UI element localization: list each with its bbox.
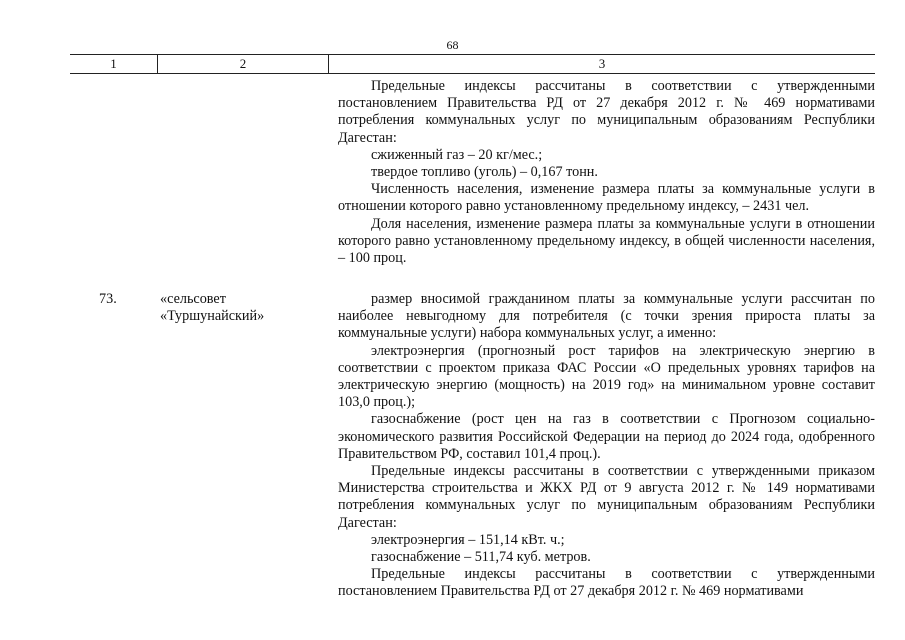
municipality-name [160,291,290,325]
paragraph: Предельные индексы рассчитаны в соответствии с утвержденными постановлением Правительства РД от 27 декабря 2012 г. № 469 нормативами потребления коммунальных услуг по муниципальным образованиям Республики Дагестан: [338,78,875,146]
column-header-3: 3 [598,56,606,71]
paragraph: сжиженный газ – 20 кг/мес.; [371,146,543,163]
column-header-1: 1 [110,56,117,71]
municipality-name-text: «сельсовет «Туршунайский» [160,291,265,324]
paragraph: Доля населения, изменение размера платы за коммунальные услуги в отношении которого равно установленному предельному индексу, в общей численности населения, – 100 проц. [338,215,875,267]
paragraph: твердое топливо (уголь) – 0,167 тонн. [371,164,598,181]
paragraph: размер вносимой гражданином платы за коммунальные услуги рассчитан по наиболее невыгодному для потребителя (с точки зрения прироста платы за коммунальные услуги) набора коммунальных услуг, а именно: [338,291,875,342]
row-73-text [338,291,875,601]
row-number: 73. [99,291,117,307]
paragraph: газоснабжение – 511,74 куб. метров. [371,549,591,566]
paragraph: газоснабжение (рост цен на газ в соответствии с Прогнозом социально-экономического развития Российской Федерации на период до 2024 года, одобренного Правительством РФ, составил 101,4 проц.). [338,411,875,462]
table-header-row [70,54,875,74]
paragraph: Предельные индексы рассчитаны в соответствии с утвержденными постановлением Правительства РД от 27 декабря 2012 г. № 469 нормативами [338,566,875,600]
paragraph: электроэнергия (прогнозный рост тарифов на электрическую энергию в соответствии с проектом приказа ФАС России «О предельных уровнях тарифов на электрическую энергию (мощность) на 2019 год» на минимальном уровне составит 103,0 проц.); [338,342,875,411]
paragraph: Численность населения, изменение размера платы за коммунальные услуги в отношении которого равно установленному предельному индексу, – 2431 чел. [338,181,875,215]
previous-row-text [338,78,875,267]
paragraph: электроэнергия – 151,14 кВт. ч.; [371,531,565,548]
page-number: 68 [446,38,459,52]
column-header-2: 2 [239,56,247,71]
paragraph: Предельные индексы рассчитаны в соответствии с утвержденными приказом Министерства строительства и ЖКХ РД от 9 августа 2012 г. № 149 нормативами потребления коммунальных услуг по муниципальным образованиям Республики Дагестан: [338,463,875,531]
